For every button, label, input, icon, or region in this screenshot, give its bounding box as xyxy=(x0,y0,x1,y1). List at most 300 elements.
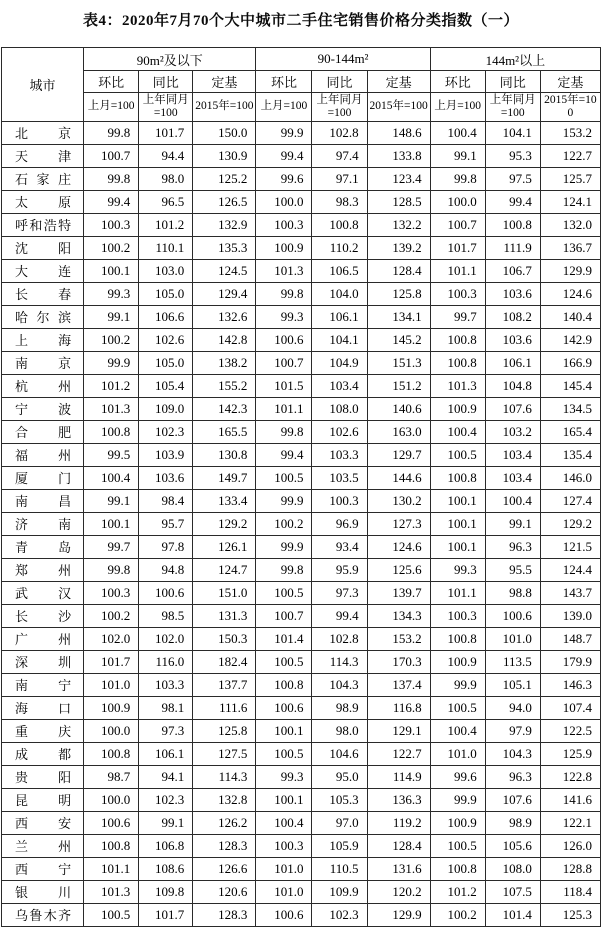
index-value: 126.2 xyxy=(193,811,256,834)
index-value: 108.0 xyxy=(312,397,367,420)
index-value: 99.8 xyxy=(84,121,139,144)
index-value: 100.1 xyxy=(84,259,139,282)
index-value: 128.5 xyxy=(367,190,430,213)
index-value: 130.9 xyxy=(193,144,256,167)
city-name: 哈尔滨 xyxy=(2,305,84,328)
city-name: 上海 xyxy=(2,328,84,351)
index-value: 100.8 xyxy=(430,328,485,351)
index-value: 100.6 xyxy=(256,903,312,926)
city-name: 南昌 xyxy=(2,489,84,512)
index-value: 101.0 xyxy=(84,673,139,696)
city-name: 广州 xyxy=(2,627,84,650)
index-value: 100.1 xyxy=(84,512,139,535)
index-value: 124.5 xyxy=(193,259,256,282)
index-value: 128.4 xyxy=(367,259,430,282)
index-value: 99.9 xyxy=(84,351,139,374)
city-name: 郑州 xyxy=(2,558,84,581)
index-value: 133.4 xyxy=(193,489,256,512)
city-name: 宁波 xyxy=(2,397,84,420)
index-value: 95.9 xyxy=(312,558,367,581)
city-name: 青岛 xyxy=(2,535,84,558)
index-value: 124.1 xyxy=(540,190,600,213)
index-value: 98.3 xyxy=(312,190,367,213)
table-body xyxy=(2,121,601,926)
index-value: 99.3 xyxy=(256,305,312,328)
index-value: 125.7 xyxy=(540,167,600,190)
index-value: 150.0 xyxy=(193,121,256,144)
metric-header-mom: 环比 xyxy=(430,71,485,93)
index-value: 151.2 xyxy=(367,374,430,397)
base-header-prev-year: 上年同月=100 xyxy=(312,93,367,122)
city-name: 呼和浩特 xyxy=(2,213,84,236)
index-value: 99.4 xyxy=(485,190,540,213)
index-value: 95.0 xyxy=(312,765,367,788)
city-name: 乌鲁木齐 xyxy=(2,903,84,926)
index-value: 125.2 xyxy=(193,167,256,190)
index-value: 106.1 xyxy=(139,742,193,765)
index-value: 144.6 xyxy=(367,466,430,489)
city-name: 银川 xyxy=(2,880,84,903)
index-value: 148.7 xyxy=(540,627,600,650)
index-value: 100.8 xyxy=(312,213,367,236)
table-row xyxy=(2,650,601,673)
metric-header-yoy: 同比 xyxy=(485,71,540,93)
index-value: 111.6 xyxy=(193,696,256,719)
table-row xyxy=(2,604,601,627)
index-value: 139.2 xyxy=(367,236,430,259)
index-value: 103.3 xyxy=(139,673,193,696)
index-value: 105.3 xyxy=(312,788,367,811)
index-value: 93.4 xyxy=(312,535,367,558)
index-value: 108.6 xyxy=(139,857,193,880)
index-value: 101.7 xyxy=(139,903,193,926)
index-value: 104.3 xyxy=(485,742,540,765)
index-value: 108.0 xyxy=(485,857,540,880)
city-name: 重庆 xyxy=(2,719,84,742)
index-value: 124.6 xyxy=(540,282,600,305)
index-value: 136.3 xyxy=(367,788,430,811)
index-value: 111.9 xyxy=(485,236,540,259)
index-value: 124.7 xyxy=(193,558,256,581)
index-value: 155.2 xyxy=(193,374,256,397)
city-name: 南宁 xyxy=(2,673,84,696)
index-value: 132.8 xyxy=(193,788,256,811)
index-value: 99.9 xyxy=(256,489,312,512)
index-value: 100.5 xyxy=(256,650,312,673)
index-value: 114.3 xyxy=(193,765,256,788)
index-value: 108.2 xyxy=(485,305,540,328)
table-row xyxy=(2,236,601,259)
table-row xyxy=(2,673,601,696)
index-value: 110.2 xyxy=(312,236,367,259)
index-value: 100.3 xyxy=(312,489,367,512)
city-column-header: 城市 xyxy=(2,48,84,122)
index-value: 118.4 xyxy=(540,880,600,903)
index-value: 127.4 xyxy=(540,489,600,512)
index-value: 130.8 xyxy=(193,443,256,466)
index-value: 105.6 xyxy=(485,834,540,857)
table-row xyxy=(2,397,601,420)
index-value: 97.9 xyxy=(485,719,540,742)
index-value: 99.1 xyxy=(84,305,139,328)
index-value: 99.9 xyxy=(430,673,485,696)
index-value: 99.8 xyxy=(256,558,312,581)
index-value: 98.4 xyxy=(139,489,193,512)
table-row xyxy=(2,880,601,903)
city-name: 大连 xyxy=(2,259,84,282)
index-value: 100.6 xyxy=(256,696,312,719)
index-value: 100.9 xyxy=(256,236,312,259)
index-value: 94.4 xyxy=(139,144,193,167)
index-value: 145.4 xyxy=(540,374,600,397)
index-value: 119.2 xyxy=(367,811,430,834)
index-value: 98.0 xyxy=(312,719,367,742)
index-value: 99.3 xyxy=(84,282,139,305)
index-value: 101.0 xyxy=(430,742,485,765)
index-value: 99.4 xyxy=(84,190,139,213)
index-value: 100.5 xyxy=(84,903,139,926)
index-value: 110.5 xyxy=(312,857,367,880)
index-value: 102.0 xyxy=(139,627,193,650)
index-value: 98.8 xyxy=(485,581,540,604)
table-row xyxy=(2,535,601,558)
index-value: 100.3 xyxy=(256,213,312,236)
index-value: 103.6 xyxy=(485,328,540,351)
table-row xyxy=(2,558,601,581)
index-value: 105.4 xyxy=(139,374,193,397)
index-value: 99.8 xyxy=(84,167,139,190)
metric-header-fixed-base: 定基 xyxy=(367,71,430,93)
index-value: 99.5 xyxy=(84,443,139,466)
index-value: 100.6 xyxy=(256,328,312,351)
index-value: 123.4 xyxy=(367,167,430,190)
index-value: 153.2 xyxy=(540,121,600,144)
index-value: 127.5 xyxy=(193,742,256,765)
index-value: 99.7 xyxy=(430,305,485,328)
index-value: 100.5 xyxy=(256,581,312,604)
index-value: 103.6 xyxy=(485,282,540,305)
index-value: 165.5 xyxy=(193,420,256,443)
table-row xyxy=(2,719,601,742)
index-value: 101.0 xyxy=(256,857,312,880)
index-value: 98.1 xyxy=(139,696,193,719)
index-value: 100.2 xyxy=(84,328,139,351)
index-value: 151.0 xyxy=(193,581,256,604)
index-value: 107.6 xyxy=(485,397,540,420)
index-value: 101.1 xyxy=(430,581,485,604)
index-value: 101.4 xyxy=(256,627,312,650)
index-value: 100.0 xyxy=(430,190,485,213)
index-value: 114.9 xyxy=(367,765,430,788)
index-value: 150.3 xyxy=(193,627,256,650)
index-value: 99.8 xyxy=(256,420,312,443)
index-value: 129.4 xyxy=(193,282,256,305)
index-value: 102.0 xyxy=(84,627,139,650)
city-name: 福州 xyxy=(2,443,84,466)
index-value: 95.3 xyxy=(485,144,540,167)
index-value: 96.5 xyxy=(139,190,193,213)
table-row xyxy=(2,788,601,811)
header-metric-row xyxy=(2,71,601,93)
index-value: 102.8 xyxy=(312,627,367,650)
index-value: 138.2 xyxy=(193,351,256,374)
index-value: 131.3 xyxy=(193,604,256,627)
index-value: 136.7 xyxy=(540,236,600,259)
city-name: 北京 xyxy=(2,121,84,144)
index-value: 100.7 xyxy=(256,604,312,627)
index-value: 132.9 xyxy=(193,213,256,236)
table-row xyxy=(2,765,601,788)
index-value: 130.2 xyxy=(367,489,430,512)
base-header-prev-year: 上年同月=100 xyxy=(485,93,540,122)
index-value: 101.3 xyxy=(430,374,485,397)
index-value: 122.7 xyxy=(367,742,430,765)
index-value: 100.4 xyxy=(256,811,312,834)
table-row xyxy=(2,351,601,374)
index-value: 100.9 xyxy=(430,650,485,673)
index-value: 137.7 xyxy=(193,673,256,696)
city-name: 长沙 xyxy=(2,604,84,627)
index-value: 100.2 xyxy=(84,236,139,259)
index-value: 107.6 xyxy=(485,788,540,811)
index-value: 106.5 xyxy=(312,259,367,282)
city-name: 石家庄 xyxy=(2,167,84,190)
index-value: 101.7 xyxy=(84,650,139,673)
group-header-90-144: 90-144m² xyxy=(256,48,430,71)
index-value: 129.9 xyxy=(367,903,430,926)
city-name: 成都 xyxy=(2,742,84,765)
index-value: 104.3 xyxy=(312,673,367,696)
index-value: 97.0 xyxy=(312,811,367,834)
index-value: 101.1 xyxy=(256,397,312,420)
index-value: 99.1 xyxy=(485,512,540,535)
index-value: 105.1 xyxy=(485,673,540,696)
group-header-90-and-below: 90m²及以下 xyxy=(84,48,256,71)
index-value: 121.5 xyxy=(540,535,600,558)
index-value: 128.3 xyxy=(193,903,256,926)
index-value: 99.1 xyxy=(84,489,139,512)
index-value: 104.8 xyxy=(485,374,540,397)
index-value: 96.3 xyxy=(485,535,540,558)
index-value: 100.8 xyxy=(430,627,485,650)
index-value: 146.0 xyxy=(540,466,600,489)
index-value: 97.8 xyxy=(139,535,193,558)
index-value: 103.6 xyxy=(139,466,193,489)
table-row xyxy=(2,466,601,489)
index-value: 129.2 xyxy=(193,512,256,535)
base-header-prev-month: 上月=100 xyxy=(430,93,485,122)
index-value: 100.1 xyxy=(430,512,485,535)
table-row xyxy=(2,834,601,857)
index-value: 132.2 xyxy=(367,213,430,236)
index-value: 102.3 xyxy=(139,420,193,443)
index-value: 98.5 xyxy=(139,604,193,627)
index-value: 97.3 xyxy=(139,719,193,742)
index-value: 101.7 xyxy=(139,121,193,144)
table-row xyxy=(2,857,601,880)
index-value: 101.3 xyxy=(84,880,139,903)
index-value: 143.7 xyxy=(540,581,600,604)
index-value: 107.5 xyxy=(485,880,540,903)
index-value: 100.8 xyxy=(84,834,139,857)
index-value: 98.0 xyxy=(139,167,193,190)
table-row xyxy=(2,190,601,213)
metric-header-yoy: 同比 xyxy=(312,71,367,93)
metric-header-fixed-base: 定基 xyxy=(193,71,256,93)
index-value: 99.1 xyxy=(430,144,485,167)
index-value: 114.3 xyxy=(312,650,367,673)
index-value: 99.8 xyxy=(84,558,139,581)
index-value: 139.7 xyxy=(367,581,430,604)
header-group-row xyxy=(2,48,601,71)
index-value: 99.9 xyxy=(256,535,312,558)
index-value: 129.9 xyxy=(540,259,600,282)
index-value: 142.3 xyxy=(193,397,256,420)
index-value: 125.3 xyxy=(540,903,600,926)
index-value: 135.4 xyxy=(540,443,600,466)
index-value: 100.8 xyxy=(485,213,540,236)
index-value: 99.3 xyxy=(430,558,485,581)
index-value: 100.4 xyxy=(84,466,139,489)
city-name: 天津 xyxy=(2,144,84,167)
group-header-144-above: 144m²以上 xyxy=(430,48,600,71)
index-value: 94.8 xyxy=(139,558,193,581)
base-header-2015: 2015年=100 xyxy=(367,93,430,122)
city-name: 南京 xyxy=(2,351,84,374)
table-row xyxy=(2,811,601,834)
index-value: 100.8 xyxy=(430,857,485,880)
index-value: 100.0 xyxy=(256,190,312,213)
index-value: 102.3 xyxy=(139,788,193,811)
index-value: 133.8 xyxy=(367,144,430,167)
index-value: 126.0 xyxy=(540,834,600,857)
index-value: 129.2 xyxy=(540,512,600,535)
index-value: 100.5 xyxy=(430,834,485,857)
index-value: 141.6 xyxy=(540,788,600,811)
index-value: 96.3 xyxy=(485,765,540,788)
table-row xyxy=(2,420,601,443)
table-row xyxy=(2,282,601,305)
index-value: 100.1 xyxy=(256,788,312,811)
index-value: 98.7 xyxy=(84,765,139,788)
index-value: 104.0 xyxy=(312,282,367,305)
index-value: 125.8 xyxy=(193,719,256,742)
index-value: 104.9 xyxy=(312,351,367,374)
index-value: 100.2 xyxy=(430,903,485,926)
index-value: 129.1 xyxy=(367,719,430,742)
index-value: 149.7 xyxy=(193,466,256,489)
index-value: 103.3 xyxy=(312,443,367,466)
index-value: 106.6 xyxy=(139,305,193,328)
page-title: 表4：2020年7月70个大中城市二手住宅销售价格分类指数（一） xyxy=(82,13,519,29)
table-row xyxy=(2,328,601,351)
table-row xyxy=(2,903,601,926)
index-value: 122.1 xyxy=(540,811,600,834)
base-header-prev-month: 上月=100 xyxy=(256,93,312,122)
index-value: 132.6 xyxy=(193,305,256,328)
index-value: 113.5 xyxy=(485,650,540,673)
table-row xyxy=(2,305,601,328)
index-value: 97.1 xyxy=(312,167,367,190)
index-value: 100.4 xyxy=(430,719,485,742)
index-value: 98.9 xyxy=(485,811,540,834)
index-value: 100.5 xyxy=(256,742,312,765)
index-value: 137.4 xyxy=(367,673,430,696)
index-value: 126.6 xyxy=(193,857,256,880)
index-value: 122.5 xyxy=(540,719,600,742)
index-value: 142.9 xyxy=(540,328,600,351)
index-value: 100.9 xyxy=(430,811,485,834)
index-value: 100.6 xyxy=(485,604,540,627)
metric-header-mom: 环比 xyxy=(256,71,312,93)
table-row xyxy=(2,742,601,765)
index-value: 99.1 xyxy=(139,811,193,834)
table-row xyxy=(2,489,601,512)
index-value: 94.0 xyxy=(485,696,540,719)
index-value: 110.1 xyxy=(139,236,193,259)
index-value: 99.4 xyxy=(256,443,312,466)
index-value: 128.8 xyxy=(540,857,600,880)
metric-header-yoy: 同比 xyxy=(139,71,193,93)
index-value: 99.4 xyxy=(312,604,367,627)
base-header-2015: 2015年=100 xyxy=(540,93,600,122)
index-value: 109.0 xyxy=(139,397,193,420)
index-value: 101.1 xyxy=(430,259,485,282)
table-row xyxy=(2,374,601,397)
index-value: 100.4 xyxy=(430,420,485,443)
index-value: 126.5 xyxy=(193,190,256,213)
table-row xyxy=(2,696,601,719)
index-value: 100.8 xyxy=(84,742,139,765)
index-value: 96.9 xyxy=(312,512,367,535)
index-value: 151.3 xyxy=(367,351,430,374)
index-value: 134.3 xyxy=(367,604,430,627)
index-value: 116.8 xyxy=(367,696,430,719)
city-name: 西安 xyxy=(2,811,84,834)
index-value: 134.5 xyxy=(540,397,600,420)
city-name: 海口 xyxy=(2,696,84,719)
index-value: 101.2 xyxy=(430,880,485,903)
table-row xyxy=(2,213,601,236)
index-value: 179.9 xyxy=(540,650,600,673)
index-value: 101.2 xyxy=(139,213,193,236)
index-value: 100.5 xyxy=(430,696,485,719)
index-value: 100.5 xyxy=(430,443,485,466)
index-value: 106.7 xyxy=(485,259,540,282)
index-value: 125.8 xyxy=(367,282,430,305)
index-value: 109.9 xyxy=(312,880,367,903)
index-value: 101.2 xyxy=(84,374,139,397)
index-value: 101.7 xyxy=(430,236,485,259)
index-value: 109.8 xyxy=(139,880,193,903)
city-name: 长春 xyxy=(2,282,84,305)
index-value: 103.2 xyxy=(485,420,540,443)
index-value: 124.6 xyxy=(367,535,430,558)
index-value: 101.5 xyxy=(256,374,312,397)
index-value: 125.9 xyxy=(540,742,600,765)
index-value: 101.4 xyxy=(485,903,540,926)
index-value: 99.6 xyxy=(256,167,312,190)
index-value: 105.9 xyxy=(312,834,367,857)
index-value: 99.9 xyxy=(430,788,485,811)
index-value: 100.4 xyxy=(485,489,540,512)
index-value: 99.4 xyxy=(256,144,312,167)
city-name: 济南 xyxy=(2,512,84,535)
index-value: 122.8 xyxy=(540,765,600,788)
table-row xyxy=(2,167,601,190)
index-value: 131.6 xyxy=(367,857,430,880)
table-row xyxy=(2,259,601,282)
